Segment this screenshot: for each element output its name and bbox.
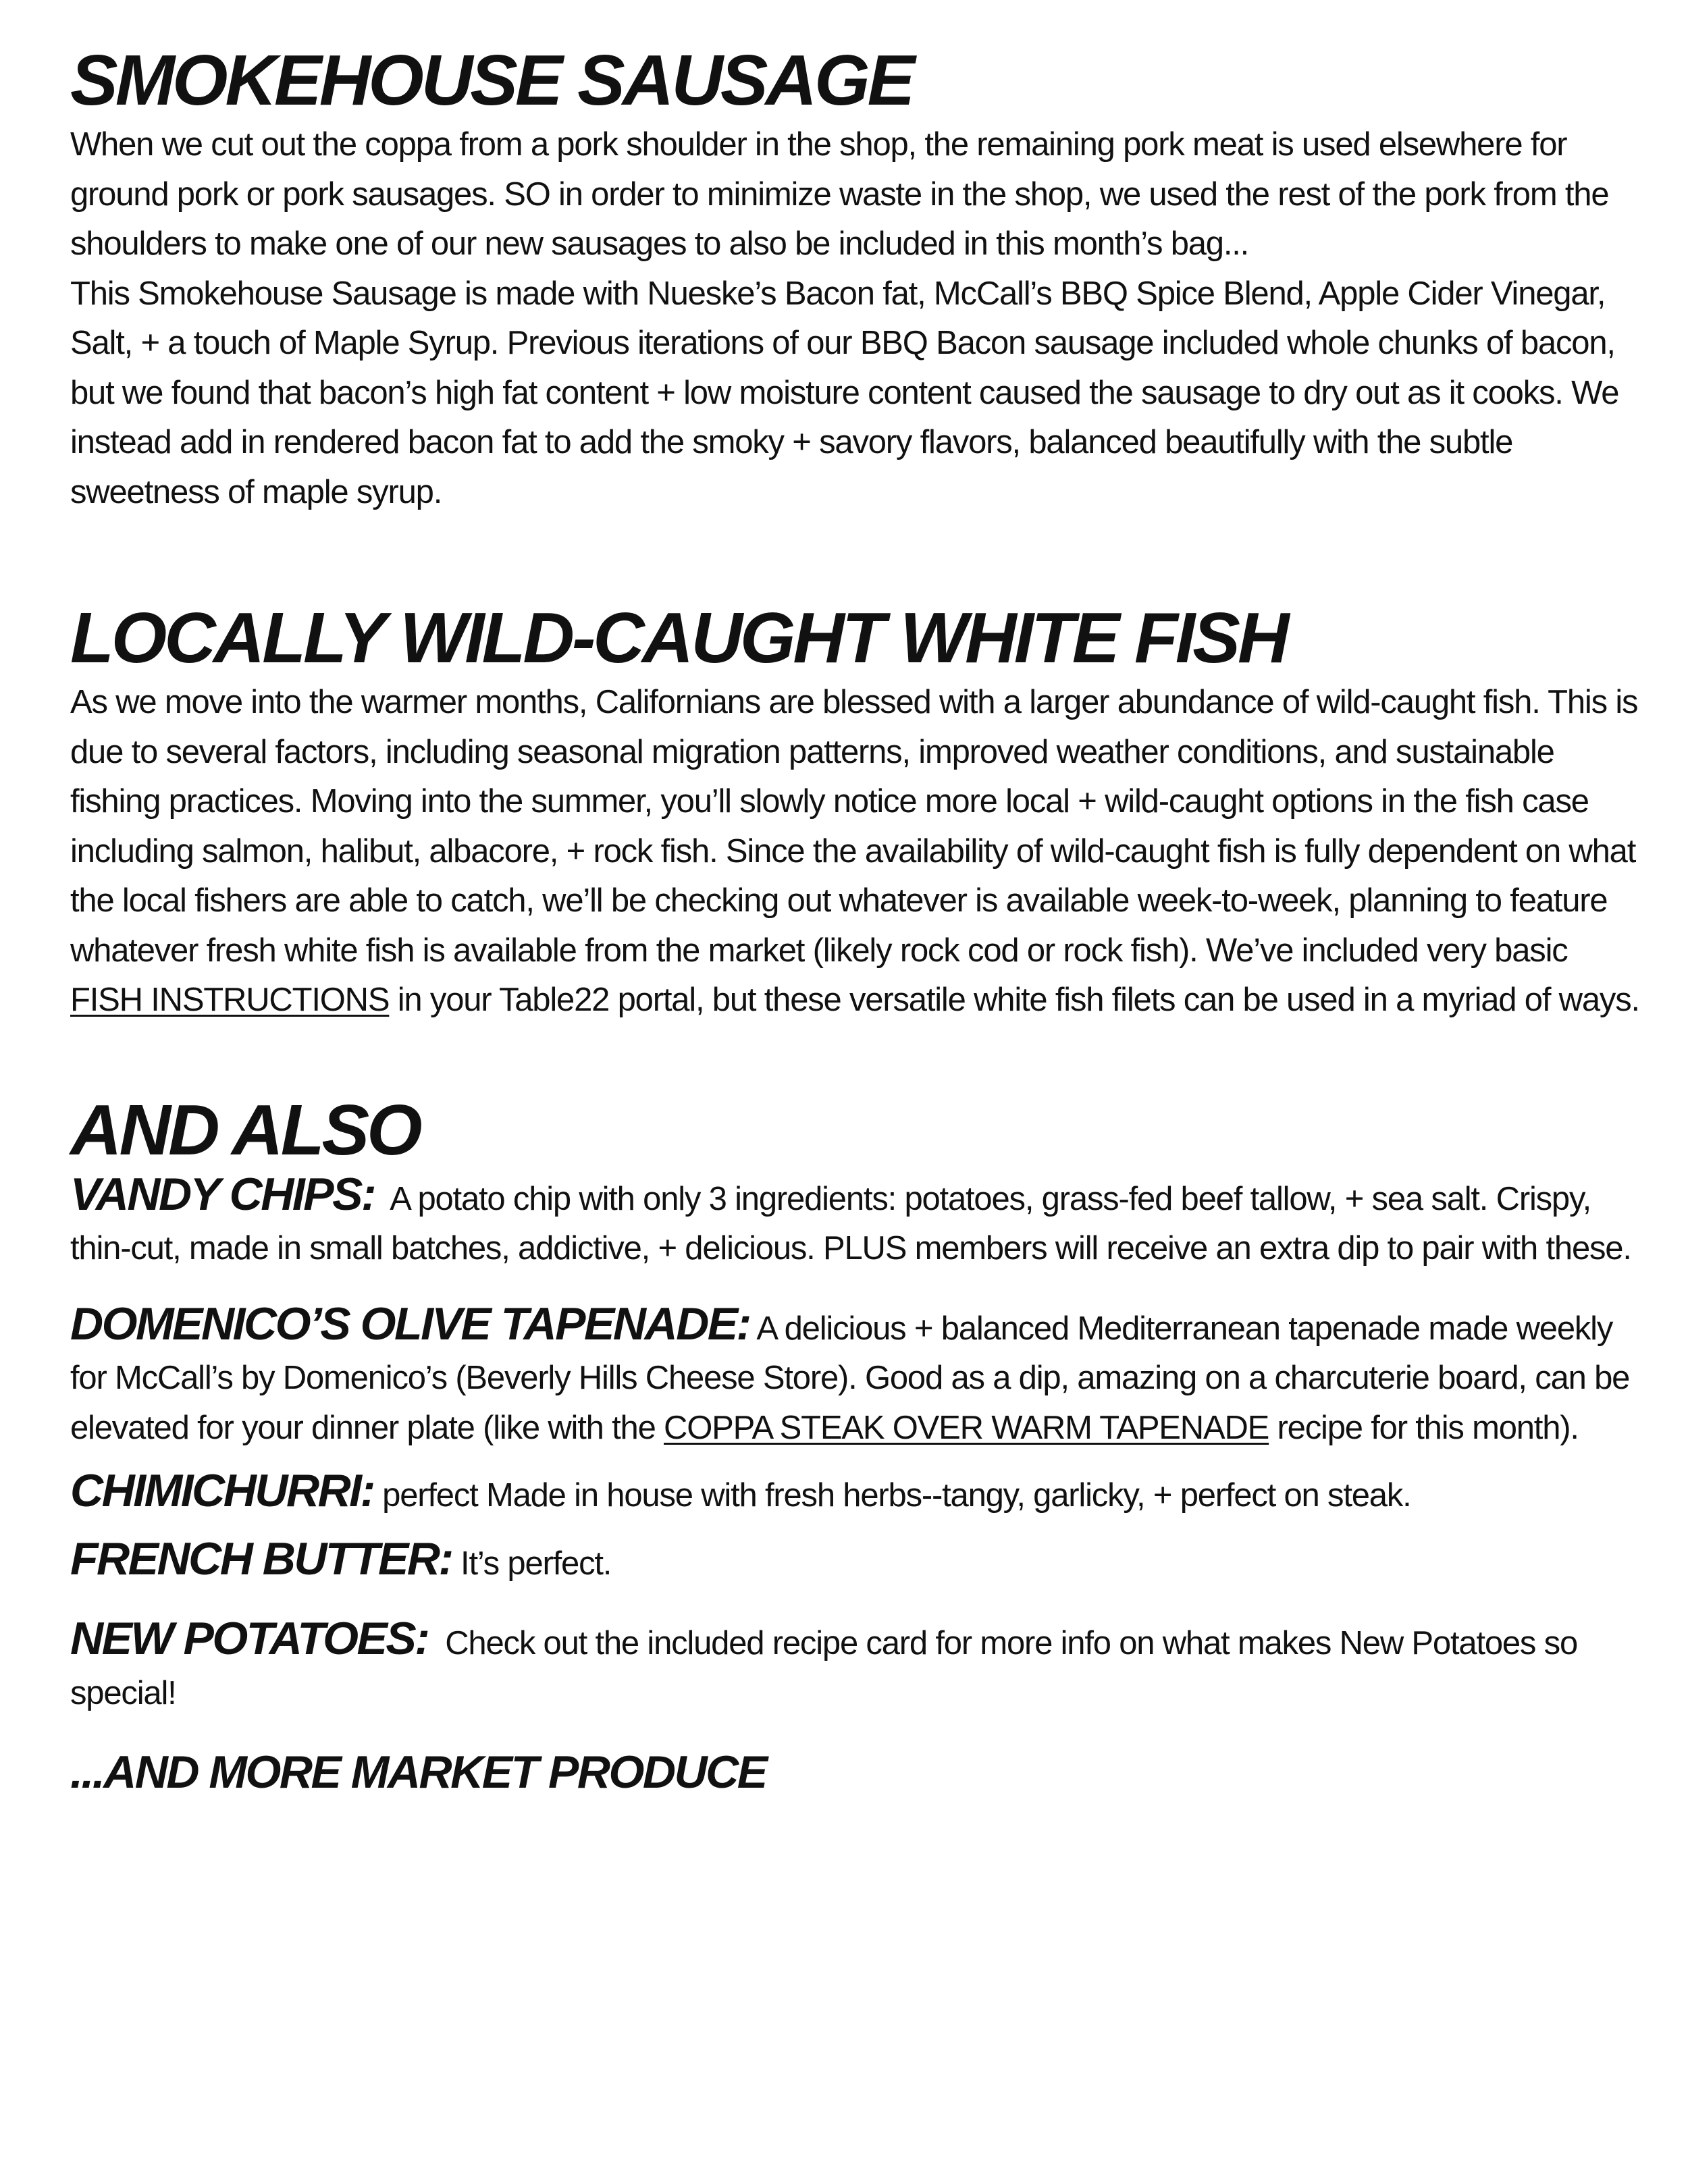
paragraph: When we cut out the coppa from a pork shoulder in the shop, the remaining pork meat is used elsewhere for ground pork or pork sausages. SO in order to minimize waste in the shop, we used the rest of the pork from the shoulders to make one of our new sausages to also be included in this month’s bag... — [70, 126, 1609, 262]
document-page — [70, 41, 1643, 1799]
section-smokehouse-sausage — [70, 41, 1643, 517]
paragraph-text: in your Table22 portal, but these versatile white fish filets can be used in a myriad of ways. — [389, 982, 1639, 1018]
section-title: SMOKEHOUSE SAUSAGE — [70, 41, 913, 120]
item-text: Check out the included recipe card for more info on what makes New Potatoes so special! — [70, 1625, 1577, 1711]
item-text: recipe for this month). — [1269, 1409, 1579, 1446]
item-french-butter — [70, 1535, 1643, 1589]
item-label: CHIMICHURRI: — [70, 1465, 374, 1516]
item-vandy-chips — [70, 1170, 1643, 1274]
item-label: DOMENICO’S OLIVE TAPENADE: — [70, 1298, 750, 1350]
item-label: NEW POTATOES: — [70, 1613, 429, 1664]
item-text: A potato chip with only 3 ingredients: potatoes, grass-fed beef tallow, + sea salt. Crispy, thin-cut, made in small batches, addictive, + delicious. PLUS members will receive an extra dip to pair with these. — [70, 1180, 1631, 1267]
item-chimichurri — [70, 1466, 1643, 1521]
item-label: FRENCH BUTTER: — [70, 1533, 452, 1584]
section-body — [70, 120, 1643, 517]
item-label: VANDY CHIPS: — [70, 1168, 375, 1220]
item-olive-tapenade — [70, 1300, 1643, 1454]
fish-instructions-link[interactable]: FISH INSTRUCTIONS — [70, 982, 390, 1018]
paragraph-text: As we move into the warmer months, Californians are blessed with a larger abundance of wild-caught fish. This is due to several factors, including seasonal migration patterns, improved weather conditions, and sustainable fishing practices. Moving into the summer, you’ll slowly notice more local + wild-caught options in the fish case including salmon, halibut, albacore, + rock fish. Since the availability of wild-caught fish is fully dependent on what the local fishers are able to catch, we’ll be checking out whatever is available week-to-week, planning to feature whatever fresh white fish is available from the market (likely rock cod or rock fish). We’ve included very basic — [70, 684, 1638, 969]
section-body — [70, 678, 1643, 1026]
closing-line: ...AND MORE MARKET PRODUCE — [70, 1747, 766, 1798]
section-title: AND ALSO — [70, 1090, 420, 1170]
item-text: perfect Made in house with fresh herbs--tangy, garlicky, + perfect on steak. — [382, 1477, 1411, 1514]
item-new-potatoes — [70, 1614, 1643, 1718]
section-and-also — [70, 1090, 1643, 1800]
paragraph — [70, 678, 1643, 1026]
section-title: LOCALLY WILD-CAUGHT WHITE FISH — [70, 598, 1287, 678]
paragraph: This Smokehouse Sausage is made with Nueske’s Bacon fat, McCall’s BBQ Spice Blend, Apple Cider Vinegar, Salt, + a touch of Maple Syrup. Previous iterations of our BBQ Bacon sausage included whole chunks of bacon, but we found that bacon’s high fat content + low moisture content caused the sausage to dry out as it cooks. We instead add in rendered bacon fat to add the smoky + savory flavors, balanced beautifully with the subtle sweetness of maple syrup. — [70, 275, 1619, 510]
item-text: A delicious + balanced Mediterranean tapenade made weekly for McCall’s by Domenico’s (Beverly Hills Cheese Store). Good as a dip, amazing on a charcuterie board, can be elevated for your dinner plate (like with the — [70, 1310, 1630, 1446]
item-text: It’s perfect. — [460, 1545, 612, 1582]
section-white-fish — [70, 598, 1643, 1026]
coppa-steak-recipe-link[interactable]: COPPA STEAK OVER WARM TAPENADE — [664, 1409, 1269, 1446]
